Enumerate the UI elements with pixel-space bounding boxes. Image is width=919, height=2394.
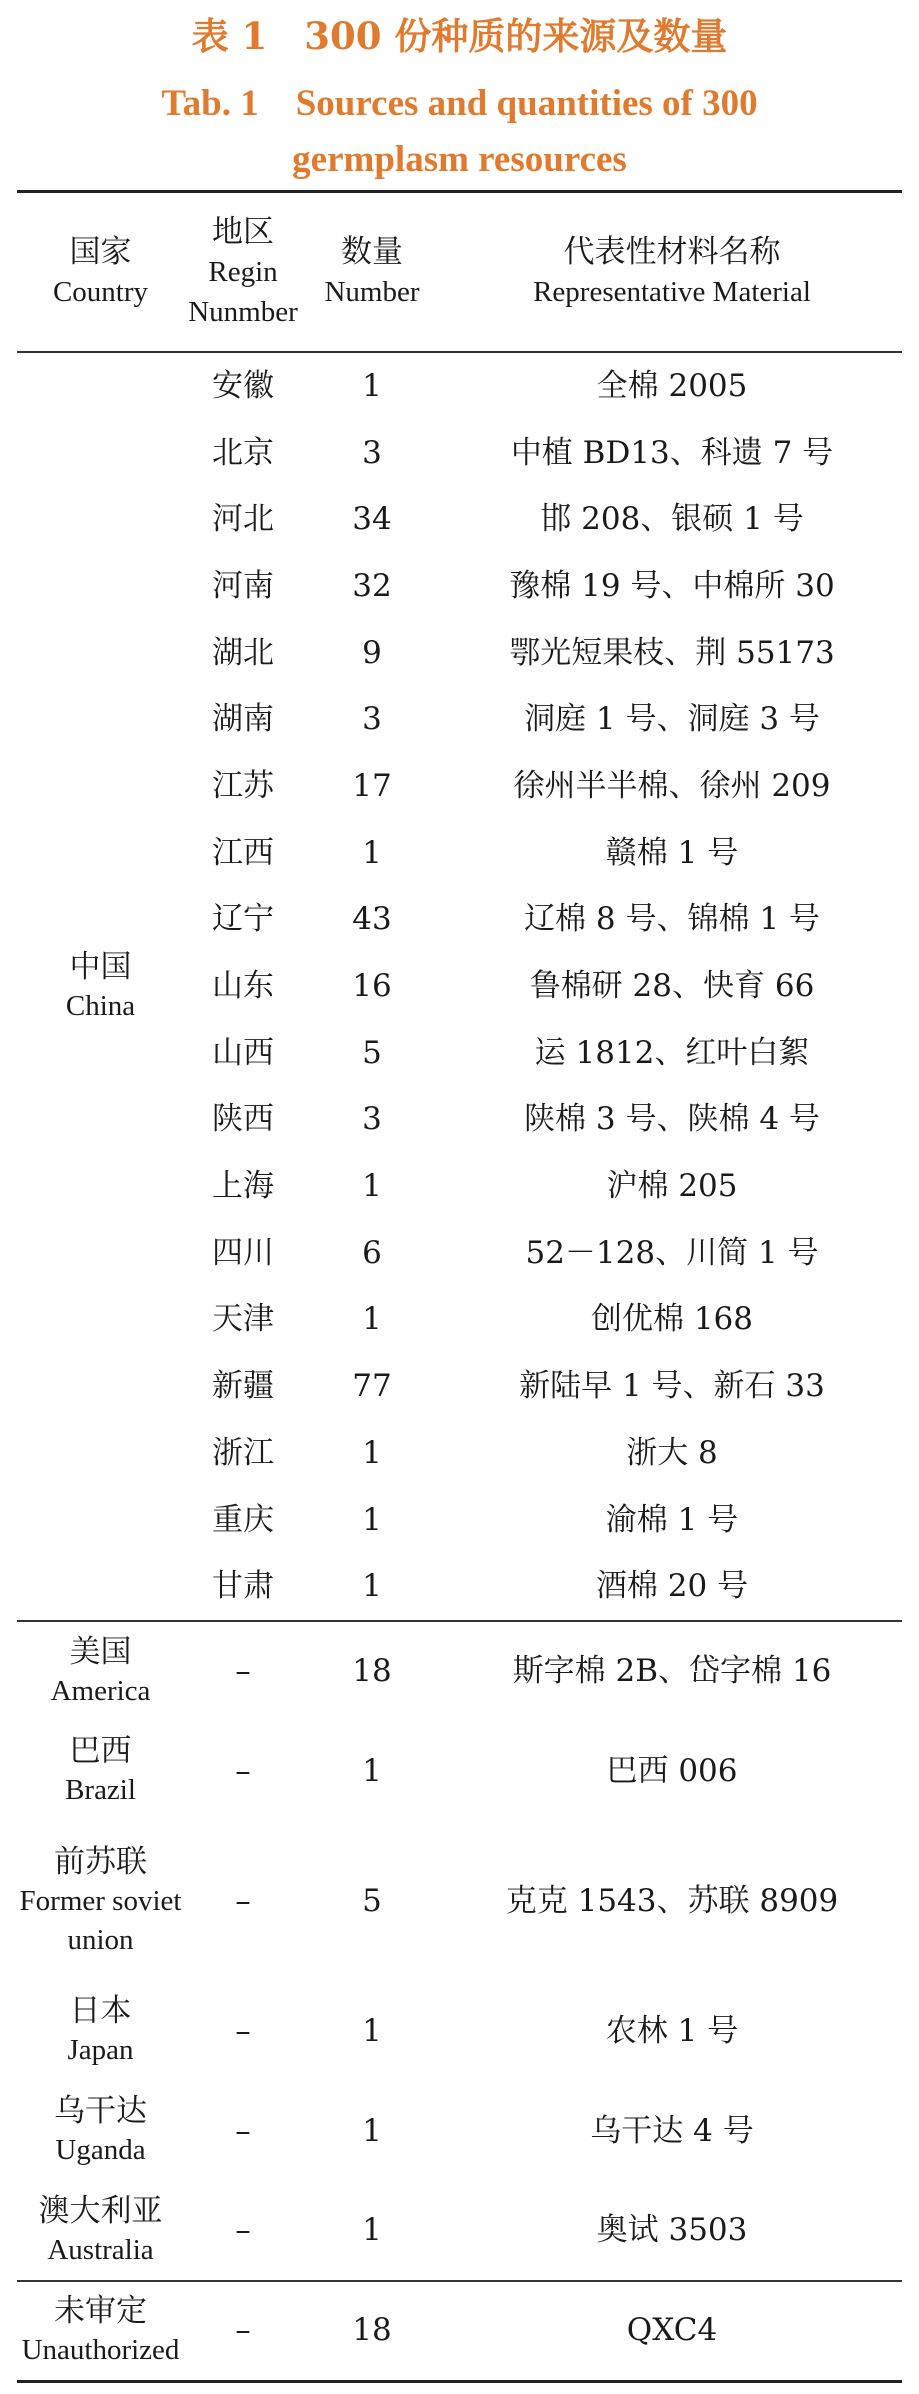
country-cell <box>17 1821 184 1981</box>
germplasm-table <box>17 192 902 2383</box>
material-cell: 浙大 8 <box>626 1434 718 1471</box>
region-cell: 河北 <box>212 501 274 538</box>
region-cell: – <box>184 2281 302 2381</box>
material-cell: 中植 BD13、科遗 7 号 <box>510 434 834 471</box>
material-cell: 全棉 2005 <box>442 352 902 420</box>
region-cell: 山东 <box>212 968 274 1005</box>
region-cell: 河南 <box>212 567 274 604</box>
material-cell: 陕棉 3 号、陕棉 4 号 <box>524 1101 820 1138</box>
region-cell: – <box>235 2012 251 2049</box>
region-cell: – <box>235 2112 251 2149</box>
number-cell: 6 <box>362 1234 382 1271</box>
number-cell: 16 <box>352 968 392 1005</box>
material-cell: QXC4 <box>442 2281 902 2381</box>
table-row <box>17 2281 902 2381</box>
material-cell: 鄂光短果枝、荆 55173 <box>509 634 835 671</box>
region-cell: 安徽 <box>184 352 302 420</box>
header-material-cn: 代表性材料名称 <box>563 233 781 270</box>
country-en: Japan <box>67 2034 134 2067</box>
material-cell: 奥试 3503 <box>596 2212 748 2249</box>
region-cell: – <box>235 2212 251 2249</box>
country-cell <box>17 2081 184 2181</box>
material-cell: 徐州半半棉、徐州 209 <box>513 767 831 804</box>
number-cell: 1 <box>362 1752 382 1789</box>
table-row <box>17 1821 902 1981</box>
region-cell: 四川 <box>212 1234 274 1271</box>
number-cell: 1 <box>362 834 382 871</box>
region-cell: 山西 <box>212 1034 274 1071</box>
table-caption-en-line2: germplasm resources <box>292 139 627 180</box>
number-cell: 5 <box>362 1882 382 1919</box>
region-cell: 辽宁 <box>212 901 274 938</box>
number-cell: 1 <box>362 1568 382 1605</box>
country-cn: 日本 <box>69 1993 132 2030</box>
country-cell-china <box>17 352 184 1621</box>
region-cell: 江苏 <box>212 767 274 804</box>
number-cell: 18 <box>302 2281 442 2381</box>
table-row <box>17 1981 902 2081</box>
table-row <box>17 1721 902 1821</box>
table-caption-cn: 表 1 300 份种质的来源及数量 <box>191 14 728 58</box>
header-region-cn: 地区 <box>212 213 274 250</box>
header-country-en: Country <box>52 275 149 308</box>
region-cell: 江西 <box>212 834 274 871</box>
number-cell: 3 <box>362 1101 382 1138</box>
region-cell: 重庆 <box>212 1501 274 1538</box>
table-row <box>17 352 902 420</box>
country-en: Brazil <box>65 1774 136 1807</box>
region-cell: 甘肃 <box>212 1568 274 1605</box>
country-en: China <box>65 989 136 1022</box>
number-cell: 34 <box>352 501 392 538</box>
table-caption-en-line1: Tab. 1 Sources and quantities of 300 <box>161 83 758 124</box>
table-row <box>17 1621 902 1721</box>
material-cell: 酒棉 20 号 <box>595 1568 749 1605</box>
material-cell: 农林 1 号 <box>605 2012 739 2049</box>
number-cell: 1 <box>362 2112 382 2149</box>
material-cell: 运 1812、红叶白絮 <box>534 1034 810 1071</box>
material-cell: 巴西 006 <box>606 1752 738 1789</box>
number-cell: 3 <box>362 701 382 738</box>
country-cn: 美国 <box>69 1633 132 1670</box>
material-cell: 斯字棉 2B、岱字棉 16 <box>442 1621 902 1721</box>
region-cell: 北京 <box>212 434 274 471</box>
header-number-en: Number <box>324 275 420 308</box>
material-cell: 52－128、川简 1 号 <box>525 1234 819 1271</box>
material-cell: 邯 208、银硕 1 号 <box>540 501 804 538</box>
region-cell: – <box>184 1621 302 1721</box>
header-number-cn: 数量 <box>341 233 403 270</box>
region-cell: 湖北 <box>212 634 274 671</box>
region-cell: 浙江 <box>212 1434 274 1471</box>
table-row <box>17 2181 902 2281</box>
header-number <box>302 192 442 352</box>
number-cell: 18 <box>302 1621 442 1721</box>
number-cell: 32 <box>352 567 392 604</box>
country-en: Australia <box>47 2233 154 2266</box>
table-body <box>17 352 902 2381</box>
region-cell: 上海 <box>212 1168 274 1205</box>
number-cell: 1 <box>362 1434 382 1471</box>
material-cell: 渝棉 1 号 <box>605 1501 739 1538</box>
material-cell: 赣棉 1 号 <box>605 834 739 871</box>
number-cell: 3 <box>362 434 382 471</box>
country-cell <box>17 1721 184 1821</box>
header-material <box>442 192 902 352</box>
country-cn: 未审定 <box>54 2292 147 2329</box>
material-cell: 豫棉 19 号、中棉所 30 <box>509 567 835 604</box>
country-cn: 中国 <box>69 948 132 985</box>
material-cell: 乌干达 4 号 <box>590 2112 754 2149</box>
table-row <box>17 2081 902 2181</box>
country-cn: 澳大利亚 <box>38 2192 163 2229</box>
material-cell: 新陆早 1 号、新石 33 <box>519 1368 825 1405</box>
material-cell: 洞庭 1 号、洞庭 3 号 <box>524 701 820 738</box>
number-cell: 5 <box>362 1034 382 1071</box>
number-cell: 1 <box>302 352 442 420</box>
number-cell: 17 <box>352 767 392 804</box>
material-cell: 创优棉 168 <box>590 1301 754 1338</box>
country-en: America <box>50 1674 151 1707</box>
material-cell: 鲁棉研 28、快育 66 <box>529 968 815 1005</box>
region-cell: 天津 <box>212 1301 274 1338</box>
number-cell: 43 <box>352 901 392 938</box>
country-cn: 乌干达 <box>54 2093 147 2130</box>
header-country <box>17 192 184 352</box>
header-country-cn: 国家 <box>69 233 132 270</box>
number-cell: 1 <box>362 1168 382 1205</box>
country-cell <box>17 1981 184 2081</box>
region-cell: 陕西 <box>212 1101 274 1138</box>
material-cell: 辽棉 8 号、锦棉 1 号 <box>524 901 820 938</box>
number-cell: 77 <box>352 1368 392 1405</box>
number-cell: 1 <box>362 2012 382 2049</box>
country-cn: 前苏联 <box>54 1843 147 1880</box>
material-cell: 沪棉 205 <box>606 1168 738 1205</box>
country-cn: 巴西 <box>69 1733 132 1770</box>
header-region-en2: Nunmber <box>188 295 298 328</box>
country-en: Uganda <box>55 2134 146 2167</box>
region-cell: – <box>235 1752 251 1789</box>
region-cell: – <box>235 1882 251 1919</box>
number-cell: 1 <box>362 1501 382 1538</box>
region-cell: 湖南 <box>212 701 274 738</box>
country-en: Former soviet union <box>19 1884 182 1956</box>
header-region-en1: Regin <box>208 255 278 288</box>
country-cell <box>17 2281 184 2381</box>
header-row <box>17 192 902 352</box>
country-cell <box>17 2181 184 2281</box>
number-cell: 9 <box>362 634 382 671</box>
region-cell: 新疆 <box>212 1368 274 1405</box>
number-cell: 1 <box>362 1301 382 1338</box>
number-cell: 1 <box>362 2212 382 2249</box>
header-material-en: Representative Material <box>533 275 811 308</box>
header-region <box>184 192 302 352</box>
country-en: Unauthorized <box>21 2333 180 2366</box>
country-cell <box>17 1621 184 1721</box>
material-cell: 克克 1543、苏联 8909 <box>505 1882 839 1919</box>
